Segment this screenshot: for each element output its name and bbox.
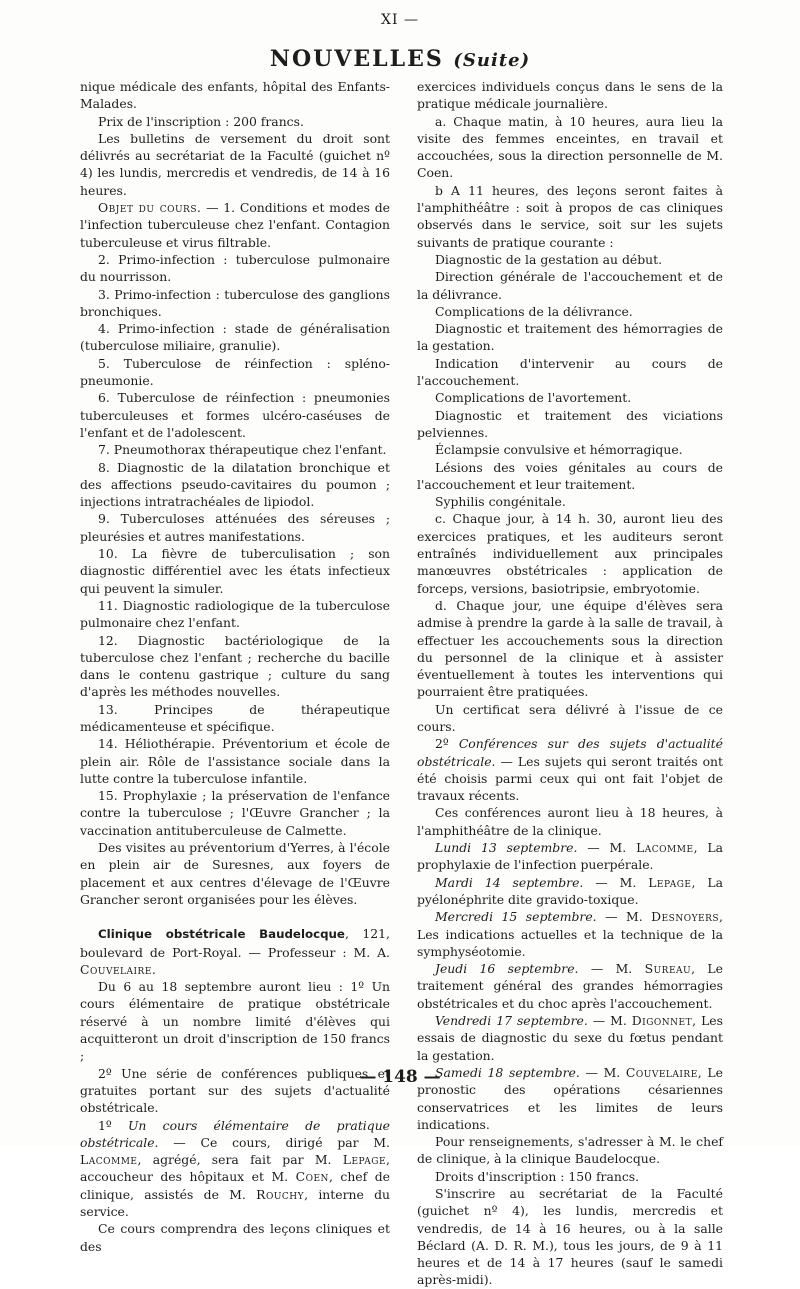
intro-line-1: nique médicale des enfants, hôpital des Enfants-Malades. xyxy=(80,79,390,112)
course-title: Un cours élémentaire de pratique obstétricale. xyxy=(80,1117,391,1150)
section-title xyxy=(0,46,800,72)
course-text: , accoucheur des hôpitaux et M. xyxy=(80,1152,390,1185)
schedule-topic: , La prophylaxie de l'infection puerpérale. xyxy=(417,840,723,873)
course-topic: 5. Tuberculose de réinfection : spléno-pneumonie. xyxy=(80,355,390,389)
subject-item: Éclampsie convulsive et hémorragique. xyxy=(435,442,683,458)
course-topic: 6. Tuberculose de réinfection : pneumonies tuberculeuses et formes ulcéro-caséuses de l'enfant et de l'adolescent. xyxy=(80,390,390,440)
course-topic: 13. Principes de thérapeutique médicamenteuse et spécifique. xyxy=(80,701,390,734)
continuation-paragraph: exercices individuels conçus dans le sens de la pratique médicale journalière. xyxy=(417,79,723,112)
course-topic: 15. Prophylaxie ; la préservation de l'enfance contre la tuberculose ; l'Œuvre Grancher ; la vaccination antituberculeuse de Calmette. xyxy=(80,788,390,838)
conferences-title: Conférences sur des sujets d'actualité obstétricale. xyxy=(417,736,723,769)
schedule-entry xyxy=(417,908,723,960)
clinic-heading xyxy=(80,925,390,978)
course-number: 1º xyxy=(98,1117,128,1133)
course-content-line: Ce cours comprendra des leçons cliniques et des xyxy=(80,1221,390,1254)
item-a: a. Chaque matin, à 10 heures, aura lieu la visite des femmes enceintes, en travail et accouchées, sous la direction personnelle de M. Coen. xyxy=(417,113,723,181)
course-topic: 9. Tuberculoses atténuées des séreuses ; pleurésies et autres manifestations. xyxy=(80,511,390,544)
schedule-day: Samedi 18 septembre. xyxy=(435,1064,580,1080)
schedule-topic: , La pyélonéphrite dite gravido-toxique. xyxy=(417,874,723,907)
registration-paragraph: S'inscrire au secrétariat de la Faculté (guichet nº 4), les lundis, mercredis et vendredis, de 14 à 16 heures, ou à la salle Béclard (A. D. R. M.), tous les jours, de 9 à 11 heures et de 14 à 17 heures (sauf le samedi après-midi). xyxy=(417,1186,723,1288)
schedule-day: Lundi 13 septembre. xyxy=(435,840,578,856)
schedule-topic: , Le traitement général des grandes hémorragies obstétricales et du choc après l'accouchement. xyxy=(417,961,723,1011)
schedule-day: Mardi 14 septembre. xyxy=(435,874,584,890)
conference-schedule xyxy=(417,839,723,1133)
course-topic: 2. Primo-infection : tuberculose pulmonaire du nourrisson. xyxy=(80,251,390,285)
certificate-paragraph: Un certificat sera délivré à l'issue de ce cours. xyxy=(417,701,723,734)
conferences-intro xyxy=(417,735,723,804)
schedule-day: Mercredi 15 septembre. xyxy=(435,909,597,925)
clinic-professor: Couvelaire. xyxy=(80,961,157,977)
fees-paragraph: Droits d'inscription : 150 francs. xyxy=(435,1168,640,1184)
person-name: Lepage xyxy=(342,1152,387,1168)
schedule-speaker: Lacomme xyxy=(636,840,694,856)
person-name: Lacomme xyxy=(80,1152,138,1168)
schedule-day: Jeudi 16 septembre. xyxy=(435,961,579,977)
schedule-entry xyxy=(417,1012,723,1064)
subject-item: Syphilis congénitale. xyxy=(435,494,566,510)
schedule-sep: — M. xyxy=(579,1064,626,1080)
schedule-sep: — M. xyxy=(596,909,652,925)
right-column xyxy=(417,78,723,1289)
schedule-speaker: Couvelaire xyxy=(625,1064,698,1080)
schedule-sep: — M. xyxy=(577,840,637,856)
subject-item: Complications de l'avortement. xyxy=(435,390,632,406)
schedule-topic: , Les indications actuelles et la technique de la symphyséotomie. xyxy=(417,909,723,959)
section-title-main: NOUVELLES xyxy=(269,46,444,72)
course-text: , chef de clinique, assistés de M. xyxy=(80,1169,390,1202)
intro-line-3: Les bulletins de versement du droit sont délivrés au secrétariat de la Faculté (guichet nº 4) les lundis, mercredis et vendredis, de 14 à 16 heures. xyxy=(80,130,390,198)
course-topic: 12. Diagnostic bactériologique de la tuberculose chez l'enfant ; recherche du bacille dans le contenu gastrique ; culture du sang d'après les méthodes nouvelles. xyxy=(80,632,390,700)
person-name: Coen xyxy=(295,1169,329,1185)
subject-item: Diagnostic de la gestation au début. xyxy=(435,251,663,267)
schedule-topic: , Le pronostic des opérations césariennes conservatrices et les limites de leurs indications. xyxy=(417,1064,723,1132)
page-number: — 148 — xyxy=(359,1067,441,1087)
course-text: , interne du service. xyxy=(80,1186,390,1219)
schedule-topic: , Les essais de diagnostic du sexe du fœtus pendant la gestation. xyxy=(417,1013,723,1063)
schedule-entry xyxy=(417,960,723,1012)
course-topic: 10. La fièvre de tuberculisation ; son diagnostic différentiel avec les états infectieux qui peuvent la simuler. xyxy=(80,546,390,596)
clinic-address: , 121, boulevard de Port-Royal. — Professeur : M. A. xyxy=(80,926,390,960)
conferences-number: 2º xyxy=(435,736,459,752)
schedule-speaker: Digonnet xyxy=(631,1013,693,1029)
course-text: , agrégé, sera fait par M. xyxy=(137,1152,343,1168)
schedule-speaker: Lepage xyxy=(648,874,692,890)
schedule-entry xyxy=(417,874,723,909)
conferences-location: Ces conférences auront lieu à 18 heures, à l'amphithéâtre de la clinique. xyxy=(417,805,723,838)
section-folio: XI — xyxy=(381,12,419,28)
schedule-sep: — M. xyxy=(583,874,649,890)
subject-item: Lésions des voies génitales au cours de l'accouchement et leur traitement. xyxy=(417,459,723,492)
section-title-suite: (Suite) xyxy=(453,50,531,71)
course-topic: 11. Diagnostic radiologique de la tuberculose pulmonaire chez l'enfant. xyxy=(80,597,390,631)
subject-item: Indication d'intervenir au cours de l'accouchement. xyxy=(417,355,723,389)
subject-item: Complications de la délivrance. xyxy=(435,303,633,319)
subject-item: Diagnostic et traitement des viciations pelviennes. xyxy=(417,407,723,440)
visits-paragraph: Des visites au préventorium d'Yerres, à l'école en plein air de Suresnes, aux foyers de placement et aux centres d'élevage de l'Œuvre Grancher seront organisées pour les élèves. xyxy=(80,840,390,907)
course-topic: 8. Diagnostic de la dilatation bronchique et des affections pseudo-cavitaires du poumon ; injections intratrachéales de lipiodol. xyxy=(80,459,390,510)
schedule-sep: — M. xyxy=(578,961,645,977)
subject-item: Direction générale de l'accouchement et de la délivrance. xyxy=(417,269,723,302)
schedule-speaker: Sureau xyxy=(644,961,692,977)
course-topic: 4. Primo-infection : stade de généralisation (tuberculose miliaire, granulie). xyxy=(80,321,390,354)
item-d: d. Chaque jour, une équipe d'élèves sera admise à prendre la garde à la salle de travail, à effectuer les accouchements sous la direction du personnel de la clinique et à assister éventuellement à toutes les interventions qui pourraient être pratiquées. xyxy=(417,597,723,700)
conferences-paragraph: 2º Une série de conférences publiques et gratuites portant sur des sujets d'actualité obstétricale. xyxy=(80,1065,390,1116)
dates-paragraph: Du 6 au 18 septembre auront lieu : 1º Un cours élémentaire de pratique obstétricale réservé à un nombre limité d'élèves qui acquitteront un droit d'inscription de 150 francs ; xyxy=(80,979,390,1064)
item-c: c. Chaque jour, à 14 h. 30, auront lieu des exercices pratiques, et les auditeurs seront entraînés individuellement aux principales manœuvres obstétricales : application de forceps, versions, basiotripsie, embryotomie. xyxy=(417,511,723,596)
conferences-text: — Les sujets qui seront traités ont été choisis parmi ceux qui ont fait l'objet de travaux récents. xyxy=(417,753,723,804)
person-name: Rouchy xyxy=(256,1186,305,1202)
subject-item: Diagnostic et traitement des hémorragies de la gestation. xyxy=(417,321,723,354)
course-topic: 14. Héliothérapie. Préventorium et école de plein air. Rôle de l'assistance sociale dans la lutte contre la tuberculose infantile. xyxy=(80,736,390,786)
objective-text: — 1. Conditions et modes de l'infection tuberculeuse chez l'enfant. Contagion tuberculeuse et virus filtrable. xyxy=(80,200,390,250)
subject-list xyxy=(417,251,723,510)
schedule-day: Vendredi 17 septembre. xyxy=(435,1013,588,1029)
course-objective xyxy=(80,199,390,251)
course-paragraph xyxy=(80,1117,390,1221)
course-topic: 7. Pneumothorax thérapeutique chez l'enfant. xyxy=(98,442,387,458)
schedule-entry xyxy=(417,839,723,874)
item-b: b A 11 heures, des leçons seront faites à l'amphithéâtre : soit à propos de cas cliniques observés dans le service, soit sur les sujets suivants de pratique courante : xyxy=(417,182,723,250)
intro-line-2: Prix de l'inscription : 200 francs. xyxy=(98,113,304,129)
schedule-sep: — M. xyxy=(587,1013,632,1029)
information-paragraph: Pour renseignements, s'adresser à M. le chef de clinique, à la clinique Baudelocque. xyxy=(417,1134,723,1167)
course-text: — Ce cours, dirigé par M. xyxy=(158,1134,390,1150)
clinic-name: Clinique obstétricale Baudelocque xyxy=(98,927,345,942)
schedule-speaker: Desnoyers xyxy=(651,909,720,925)
course-topic-list xyxy=(80,251,390,908)
course-topic: 3. Primo-infection : tuberculose des ganglions bronchiques. xyxy=(80,286,390,319)
objective-label: Objet du cours. xyxy=(98,200,202,216)
